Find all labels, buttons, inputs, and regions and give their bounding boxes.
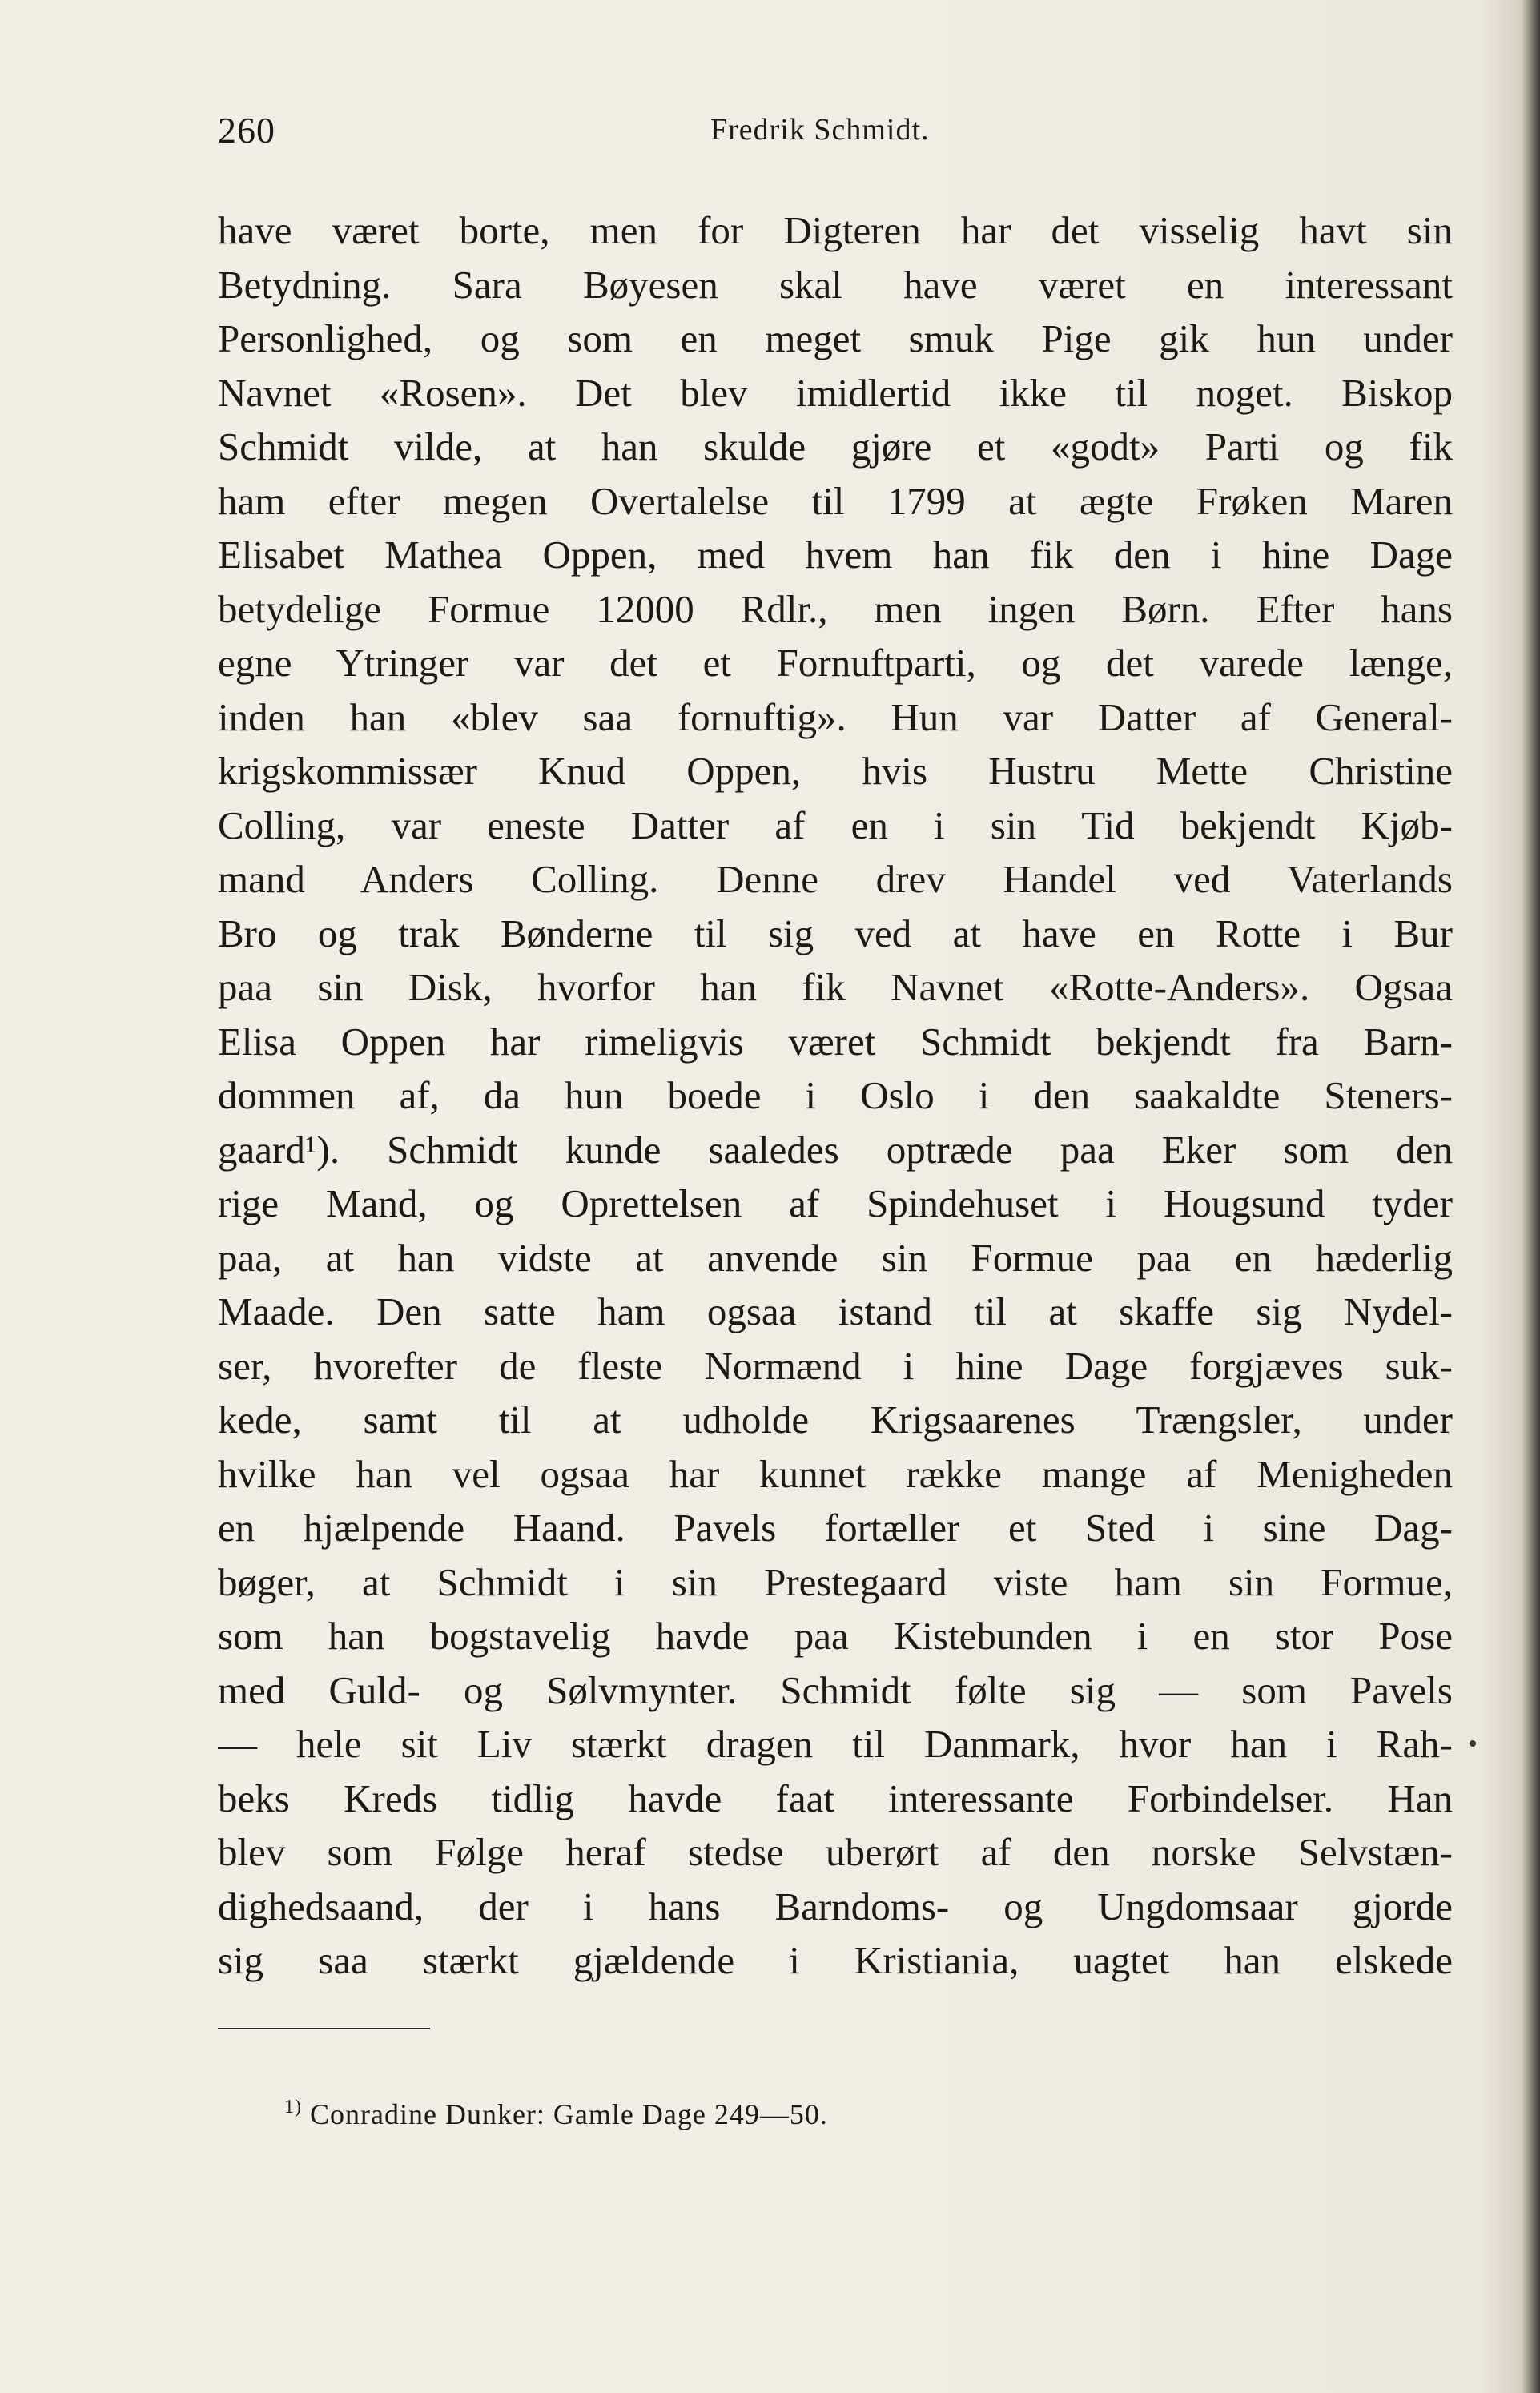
text-line: dighedsaand, der i hans Barndoms- og Ungdomsaar gjorde xyxy=(218,1884,1453,1928)
text-line: Betydning. Sara Bøyesen skal have været en interessant xyxy=(218,262,1453,307)
text-line: en hjælpende Haand. Pavels fortæller et Sted i sine Dag- xyxy=(218,1506,1453,1550)
text-line: have været borte, men for Digteren har det visselig havt sin xyxy=(218,208,1453,252)
text-line: betydelige Formue 12000 Rdlr., men ingen Børn. Efter hans xyxy=(218,586,1453,631)
body-text xyxy=(218,203,1453,1988)
running-title: Fredrik Schmidt. xyxy=(710,113,930,147)
footnote-divider xyxy=(218,2028,430,2029)
text-line: dommen af, da hun boede i Oslo i den saakaldte Steners- xyxy=(218,1073,1453,1117)
text-line: beks Kreds tidlig havde faat interessante Forbindelser. Han xyxy=(218,1776,1453,1820)
text-line: hvilke han vel ogsaa har kunnet række mange af Menigheden xyxy=(218,1451,1453,1496)
text-line: inden han «blev saa fornuftig». Hun var Datter af General- xyxy=(218,694,1453,739)
book-spine-edge xyxy=(1522,0,1540,2393)
text-line: krigskommissær Knud Oppen, hvis Hustru Mette Christine xyxy=(218,749,1453,793)
running-head xyxy=(218,109,1453,157)
text-line: Personlighed, og som en meget smuk Pige gik hun under xyxy=(218,316,1453,360)
text-line: paa sin Disk, hvorfor han fik Navnet «Rotte-Anders». Ogsaa xyxy=(218,965,1453,1009)
text-line: ser, hvorefter de fleste Normænd i hine Dage forgjæves suk- xyxy=(218,1343,1453,1388)
text-line: paa, at han vidste at anvende sin Formue paa en hæderlig xyxy=(218,1235,1453,1280)
text-line: rige Mand, og Oprettelsen af Spindehuset i Hougsund tyder xyxy=(218,1181,1453,1225)
text-line: ham efter megen Overtalelse til 1799 at ægte Frøken Maren xyxy=(218,478,1453,523)
text-line: Maade. Den satte ham ogsaa istand til at skaffe sig Nydel- xyxy=(218,1289,1453,1333)
footnote-text: Conradine Dunker: Gamle Dage 249—50. xyxy=(310,2098,828,2130)
text-line: Colling, var eneste Datter af en i sin Tid bekjendt Kjøb- xyxy=(218,802,1453,847)
text-line: bøger, at Schmidt i sin Prestegaard viste ham sin Formue, xyxy=(218,1559,1453,1604)
text-line: Elisa Oppen har rimeligvis været Schmidt bekjendt fra Barn- xyxy=(218,1019,1453,1064)
text-line: — hele sit Liv stærkt dragen til Danmark, hvor han i Rah- xyxy=(218,1722,1453,1766)
text-line: gaard¹). Schmidt kunde saaledes optræde paa Eker som den xyxy=(218,1127,1453,1172)
footnote xyxy=(284,2097,828,2131)
paper-speck xyxy=(1470,1740,1476,1747)
text-line: som han bogstavelig havde paa Kistebunden i en stor Pose xyxy=(218,1614,1453,1658)
text-line: med Guld- og Sølvmynter. Schmidt følte sig — som Pavels xyxy=(218,1667,1453,1712)
text-line: kede, samt til at udholde Krigsaarenes Trængsler, under xyxy=(218,1398,1453,1442)
text-line: Bro og trak Bønderne til sig ved at have en Rotte i Bur xyxy=(218,911,1453,955)
text-line: blev som Følge heraf stedse uberørt af den norske Selvstæn- xyxy=(218,1830,1453,1874)
text-line: sig saa stærkt gjældende i Kristiania, uagtet han elskede xyxy=(218,1938,1453,1982)
text-line: Schmidt vilde, at han skulde gjøre et «godt» Parti og fik xyxy=(218,424,1453,469)
text-line: mand Anders Colling. Denne drev Handel ved Vaterlands xyxy=(218,857,1453,901)
text-line: egne Ytringer var det et Fornuftparti, og det varede længe, xyxy=(218,641,1453,685)
text-line: Elisabet Mathea Oppen, med hvem han fik den i hine Dage xyxy=(218,533,1453,577)
page-number: 260 xyxy=(218,110,275,151)
text-line: Navnet «Rosen». Det blev imidlertid ikke til noget. Biskop xyxy=(218,370,1453,415)
footnote-marker: 1) xyxy=(284,2097,302,2118)
